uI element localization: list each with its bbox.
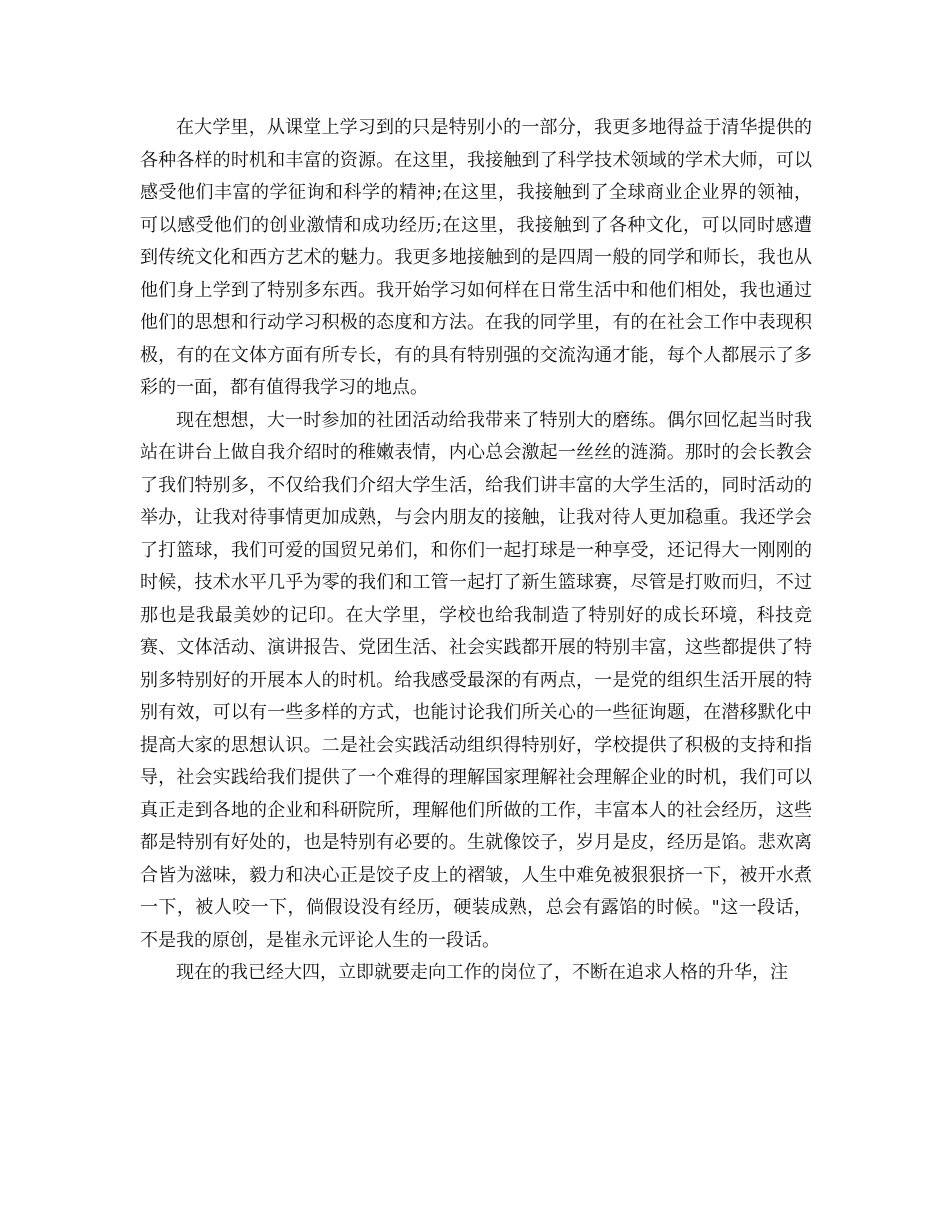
paragraph-2: 现在想想，大一时参加的社团活动给我带来了特别大的磨练。偶尔回忆起当时我站在讲台上做自我介绍时的稚嫩表情，内心总会激起一丝丝的涟漪。那时的会长教会了我们特别多，不仅给我们介绍大学生活，给我们讲丰富的大学生活的，同时活动的举办，让我对待事情更加成熟，与会内朋友的接触，让我对待人更加稳重。我还学会了打篮球，我们可爱的国贸兄弟们，和你们一起打球是一种享受，还记得大一刚刚的时候，技术水平几乎为零的我们和工管一起打了新生篮球赛，尽管是打败而归，不过那也是我最美妙的记印。在大学里，学校也给我制造了特别好的成长环境，科技竞赛、文体活动、演讲报告、党团生活、社会实践都开展的特别丰富，这些都提供了特别多特别好的开展本人的时机。给我感受最深的有两点，一是党的组织生活开展的特别有效，可以有一些多样的方式，也能讨论我们所关心的一些征询题，在潜移默化中提高大家的思想认识。二是社会实践活动组织得特别好，学校提供了积极的支持和指导，社会实践给我们提供了一个难得的理解国家理解社会理解企业的时机，我们可以真正走到各地的企业和科研院所，理解他们所做的工作，丰富本人的社会经历，这些都是特别有好处的，也是特别有必要的。生就像饺子，岁月是皮，经历是馅。悲欢离合皆为滋味，毅力和决心正是饺子皮上的褶皱，人生中难免被狠狠挤一下，被开水煮一下，被人咬一下，倘假设没有经历，硬装成熟，总会有露馅的时候。"这一段话，不是我的原创，是崔永元评论人生的一段话。 xyxy=(140,409,812,951)
paragraph-1: 在大学里，从课堂上学习到的只是特别小的一部分，我更多地得益于清华提供的各种各样的时机和丰富的资源。在这里，我接触到了科学技术领域的学术大师，可以感受他们丰富的学征询和科学的精神;在这里，我接触到了全球商业企业界的领袖，可以感受他们的创业激情和成功经历;在这里，我接触到了各种文化，可以同时感遭到传统文化和西方艺术的魅力。我更多地接触到的是四周一般的同学和师长，我也从他们身上学到了特别多东西。我开始学习如何样在日常生活中和他们相处，我也通过他们的思想和行动学习积极的态度和方法。在我的同学里，有的在社会工作中表现积极，有的在文体方面有所专长，有的具有特别强的交流沟通才能，每个人都展示了多彩的一面，都有值得我学习的地点。 xyxy=(140,117,812,398)
paragraph-3: 现在的我已经大四，立即就要走向工作的岗位了，不断在追求人格的升华，注 xyxy=(176,962,788,983)
document-page xyxy=(140,112,812,990)
